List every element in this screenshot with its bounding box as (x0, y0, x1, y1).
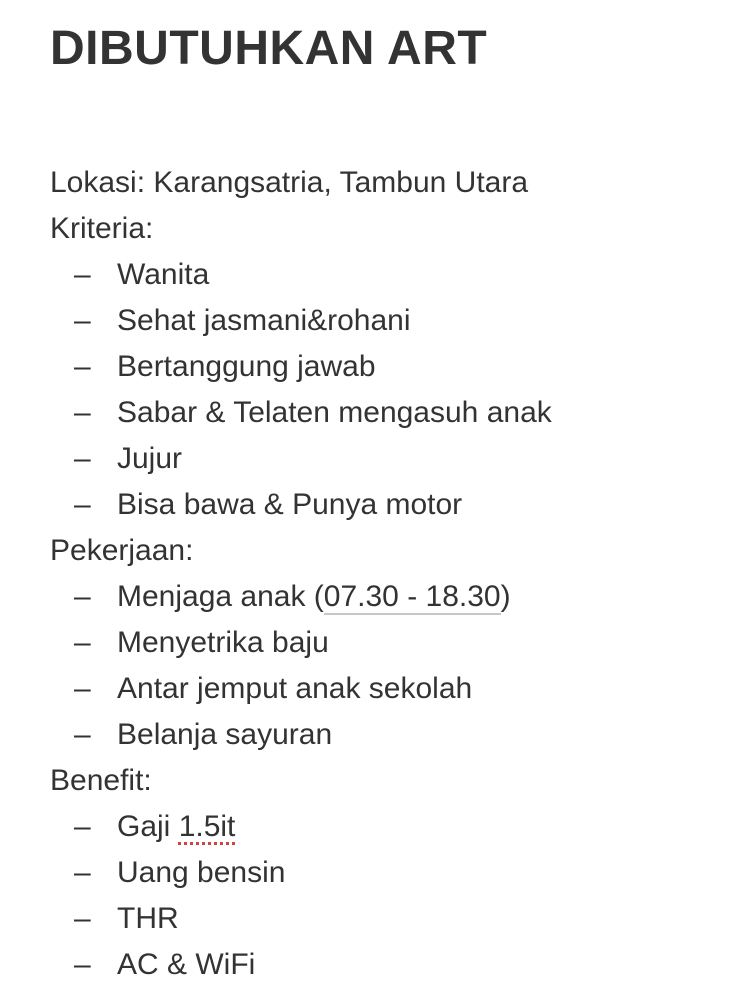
list-item-text: Antar jemput anak sekolah (117, 672, 473, 705)
dash-bullet: – (74, 626, 91, 659)
dash-bullet: – (74, 810, 91, 843)
pekerjaan-heading: Pekerjaan: (50, 534, 194, 567)
dash-bullet: – (74, 442, 91, 475)
list-item (50, 298, 732, 344)
list-item (50, 712, 732, 758)
list-item (50, 850, 732, 896)
dash-bullet: – (74, 902, 91, 935)
salary-value: 1.5it (178, 810, 236, 843)
list-item (50, 344, 732, 390)
work-hours: 07.30 - 18.30 (323, 580, 501, 613)
kriteria-list (50, 252, 732, 528)
list-item-text: Bertanggung jawab (117, 350, 376, 383)
list-item-text: Bisa bawa & Punya motor (117, 488, 463, 521)
list-item (50, 482, 732, 528)
dash-bullet: – (74, 856, 91, 889)
dash-bullet: – (74, 258, 91, 291)
dash-bullet: – (74, 718, 91, 751)
list-item-text (117, 574, 511, 620)
list-item (50, 390, 732, 436)
list-item-text: Sehat jasmani&rohani (117, 304, 411, 337)
benefit-list (50, 804, 732, 988)
list-item (50, 804, 732, 850)
kriteria-heading: Kriteria: (50, 212, 154, 245)
list-item-text: Belanja sayuran (117, 718, 333, 751)
pekerjaan-list (50, 574, 732, 758)
dash-bullet: – (74, 488, 91, 521)
list-item-text: Menyetrika baju (117, 626, 329, 659)
task-prefix: Menjaga anak ( (117, 580, 324, 613)
list-item (50, 942, 732, 988)
dash-bullet: – (74, 396, 91, 429)
list-item (50, 620, 732, 666)
list-item (50, 574, 732, 620)
list-item-text: THR (117, 902, 179, 935)
list-item-text: Jujur (117, 442, 183, 475)
list-item (50, 436, 732, 482)
list-item (50, 896, 732, 942)
list-item-text: Uang bensin (117, 856, 286, 889)
dash-bullet: – (74, 948, 91, 981)
page-title: DIBUTUHKAN ART (50, 22, 488, 75)
location-line: Lokasi: Karangsatria, Tambun Utara (50, 166, 529, 199)
list-item-text: Sabar & Telaten mengasuh anak (117, 396, 552, 429)
list-item-text (117, 804, 235, 850)
task-suffix: ) (500, 580, 511, 613)
dash-bullet: – (74, 580, 91, 613)
list-item-text: AC & WiFi (117, 948, 256, 981)
dash-bullet: – (74, 350, 91, 383)
list-item (50, 252, 732, 298)
list-item (50, 666, 732, 712)
benefit-heading: Benefit: (50, 764, 152, 797)
list-item-text: Wanita (117, 258, 210, 291)
dash-bullet: – (74, 304, 91, 337)
dash-bullet: – (74, 672, 91, 705)
salary-prefix: Gaji (117, 810, 179, 843)
